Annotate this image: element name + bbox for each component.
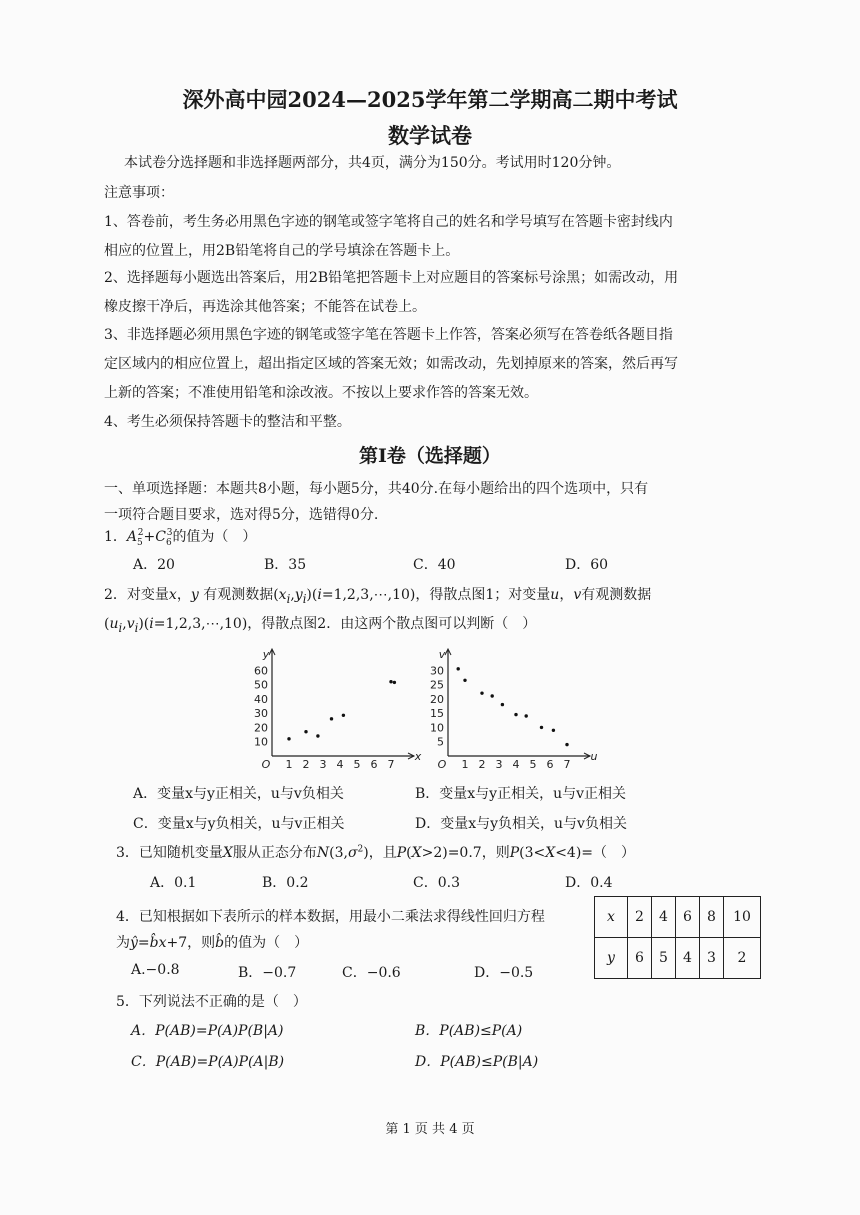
- data-point: [552, 729, 555, 732]
- x-tick-label: 5: [353, 758, 361, 771]
- data-point: [287, 737, 290, 740]
- x-tick-label: 3: [495, 758, 503, 771]
- q3-option-d: D．0.4: [565, 875, 613, 891]
- q1-option-d: D．60: [565, 557, 609, 573]
- q3-option-a: A．0.1: [150, 875, 197, 891]
- q1-stem: 1．$A_5^2+C_6^3$的值为（ ）: [104, 528, 257, 548]
- q5-stem: 5．下列说法不正确的是（ ）: [116, 994, 307, 1010]
- q1-option-a: A．20: [133, 557, 175, 573]
- data-point: [330, 717, 333, 720]
- data-point: [525, 714, 528, 717]
- q4-stem-line2: 为ŷ=b̂x+7，则b̂的值为（ ）: [116, 935, 309, 951]
- y-axis-label: v: [438, 648, 446, 661]
- section-intro-line: 一、单项选择题：本题共8小题，每小题5分，共40分.在每小题给出的四个选项中，只有: [104, 481, 649, 497]
- y-tick-label: 50: [254, 678, 268, 692]
- notice-line: 上新的答案；不准使用铅笔和涂改液。不按以上要求作答的答案无效。: [104, 385, 538, 401]
- scatter-plot-2: [424, 640, 599, 772]
- data-point: [389, 680, 392, 683]
- table-cell: 3: [700, 938, 724, 979]
- table-cell: 4: [676, 938, 700, 979]
- data-point: [565, 743, 568, 746]
- x-tick-label: 6: [370, 758, 378, 771]
- y-tick-label: 30: [430, 664, 444, 678]
- y-tick-label: 30: [254, 707, 268, 721]
- notice-line: 3、非选择题必须用黑色字迹的钢笔或签字笔在答题卡上作答，答案必须写在答卷纸各题目指: [104, 327, 673, 343]
- y-tick-label: 10: [254, 735, 268, 749]
- origin-label: O: [437, 758, 447, 771]
- data-point: [304, 730, 307, 733]
- notice-line: 2、选择题每小题选出答案后，用2B铅笔把答题卡上对应题目的答案标号涂黑；如需改动，用: [104, 270, 679, 286]
- section-intro-line: 一项符合题目要求，选对得5分，选错得0分.: [104, 507, 379, 523]
- q4-data-table: [594, 896, 761, 979]
- data-point: [540, 726, 543, 729]
- x-tick-label: 4: [512, 758, 520, 771]
- q3-option-b: B．0.2: [262, 875, 309, 891]
- table-row: [595, 938, 761, 979]
- y-tick-label: 60: [254, 664, 268, 678]
- notice-line: 橡皮擦干净后，再选涂其他答案；不能答在试卷上。: [104, 299, 426, 315]
- notice-line: 相应的位置上，用2B铅笔将自己的学号填涂在答题卡上。: [104, 243, 460, 259]
- q2-option-c: C．变量x与y负相关，u与v正相关: [133, 816, 345, 832]
- y-tick-label: 20: [254, 721, 268, 735]
- x-tick-label: 3: [319, 758, 327, 771]
- table-cell: 6: [676, 897, 700, 938]
- x-tick-label: 2: [478, 758, 486, 771]
- y-tick-label: 10: [430, 721, 444, 735]
- section-title: 第Ⅰ卷（选择题）: [359, 445, 501, 467]
- y-tick-label: 25: [430, 678, 444, 692]
- x-tick-label: 4: [336, 758, 344, 771]
- data-point: [491, 694, 494, 697]
- x-tick-label: 5: [529, 758, 537, 771]
- x-axis-label: u: [590, 750, 598, 763]
- q2-option-b: B．变量x与y正相关，u与v正相关: [415, 786, 627, 802]
- q4-stem-line1: 4．已知根据如下表所示的样本数据，用最小二乘法求得线性回归方程: [116, 909, 545, 925]
- data-point: [514, 713, 517, 716]
- data-point: [463, 679, 466, 682]
- x-tick-label: 1: [285, 758, 293, 771]
- q2-option-a: A．变量x与y正相关，u与v负相关: [133, 786, 344, 802]
- table-cell: 6: [628, 938, 652, 979]
- notice-line: 1、答卷前，考生务必用黑色字迹的钢笔或签字笔将自己的姓名和学号填写在答题卡密封线内: [104, 214, 673, 230]
- q1-option-b: B．35: [264, 557, 307, 573]
- q4-option-c: C．−0.6: [342, 965, 401, 981]
- origin-label: O: [261, 758, 271, 771]
- notice-heading: 注意事项：: [104, 185, 174, 201]
- data-point: [457, 667, 460, 670]
- q5-option-d: D．P(AB)≤P(B|A): [415, 1054, 539, 1070]
- table-cell: 4: [652, 897, 676, 938]
- x-tick-label: 7: [563, 758, 571, 771]
- q5-option-b: B．P(AB)≤P(A): [415, 1023, 523, 1039]
- y-axis-label: y: [262, 648, 270, 661]
- scatter-plot-1: [248, 640, 423, 772]
- table-cell: 2: [628, 897, 652, 938]
- q2-option-d: D．变量x与y负相关，u与v负相关: [415, 816, 627, 832]
- q5-option-a: A．P(AB)=P(A)P(B|A): [131, 1023, 284, 1039]
- table-cell: 10: [724, 897, 761, 938]
- y-tick-label: 20: [430, 692, 444, 706]
- table-cell: 2: [724, 938, 761, 979]
- x-axis-label: x: [414, 750, 422, 763]
- data-point: [393, 681, 396, 684]
- q4-option-a: A.−0.8: [131, 962, 180, 978]
- notice-line: 定区域内的相应位置上，超出指定区域的答案无效；如需改动，先划掉原来的答案，然后再写: [104, 356, 678, 372]
- q2-stem-line2: $(u_i,v_i)(i=1,2,3,\cdots,10)$，得散点图2．由这两个散点图可以判断（ ）: [104, 616, 537, 635]
- data-point: [501, 703, 504, 706]
- data-point: [316, 734, 319, 737]
- x-tick-label: 2: [302, 758, 310, 771]
- q3-stem: 3．已知随机变量X服从正态分布$N(3,\sigma^2)$，且P(X>2)=0.7，则P(3<X<4)=（ ）: [116, 844, 636, 861]
- table-cell: x: [595, 897, 628, 938]
- x-tick-label: 6: [546, 758, 554, 771]
- data-point: [480, 691, 483, 694]
- y-tick-label: 40: [254, 692, 268, 706]
- data-point: [342, 714, 345, 717]
- intro-text: 本试卷分选择题和非选择题两部分，共4页，满分为150分。考试用时120分钟。: [124, 155, 621, 171]
- table-cell: 5: [652, 938, 676, 979]
- q1-option-c: C．40: [413, 557, 456, 573]
- exam-subtitle: 数学试卷: [388, 123, 472, 148]
- table-cell: y: [595, 938, 628, 979]
- y-tick-label: 15: [430, 707, 444, 721]
- q5-option-c: C．P(AB)=P(A)P(A|B): [131, 1054, 285, 1070]
- table-row: [595, 897, 761, 938]
- x-tick-label: 7: [387, 758, 395, 771]
- q3-option-c: C．0.3: [413, 875, 460, 891]
- q4-option-d: D．−0.5: [474, 965, 534, 981]
- y-tick-label: 5: [437, 735, 444, 749]
- x-tick-label: 1: [461, 758, 469, 771]
- exam-title: 深外高中园2024—2025学年第二学期高二期中考试: [182, 87, 678, 112]
- page-footer: 第 1 页 共 4 页: [385, 1122, 475, 1137]
- q4-option-b: B．−0.7: [238, 965, 297, 981]
- q2-stem-line1: 2．对变量x，y 有观测数据$(x_i,y_i)(i=1,2,3,\cdots,10)$，得散点图1；对变量u，v有观测数据: [104, 587, 652, 606]
- table-cell: 8: [700, 897, 724, 938]
- notice-line: 4、考生必须保持答题卡的整洁和平整。: [104, 414, 351, 430]
